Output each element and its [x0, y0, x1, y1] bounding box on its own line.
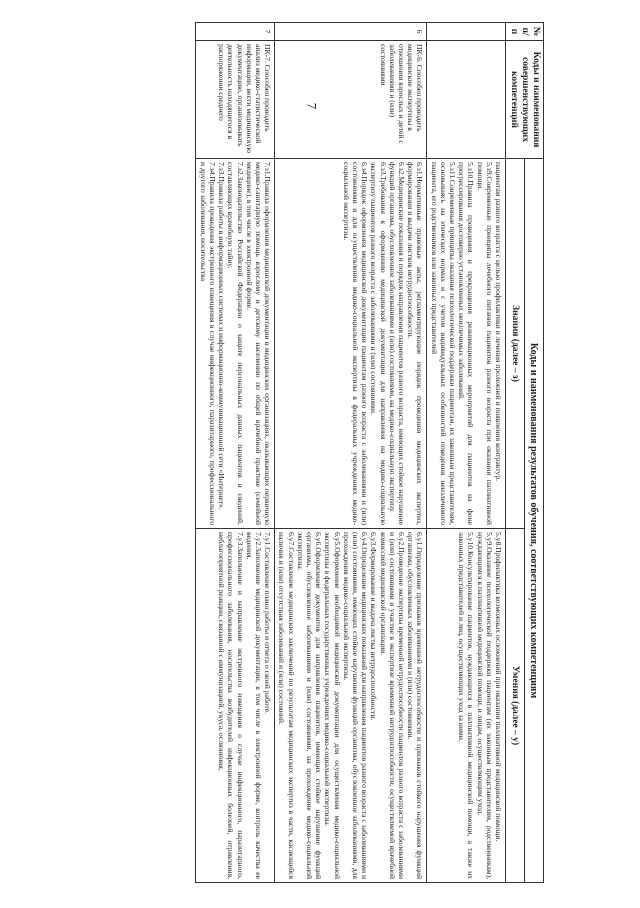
knowledge-cell — [427, 159, 506, 529]
header-knowledge: Знания (далее – з) — [506, 159, 525, 529]
knowledge-item: 5.з9.Современные принципы лечебного питания пациентов разного возраста при оказании паллиативной помощи. — [475, 162, 494, 525]
knowledge-item: 7.з3.Правила работы в информационных системах и информационно-коммуникационной сети «Интернет». — [217, 162, 227, 510]
row-number: 7 — [196, 23, 275, 41]
skills-cell — [427, 529, 506, 883]
skill-item: 6.у3.Формирование и выдача листка нетрудоспособности. — [369, 532, 379, 721]
competency-table-sheet — [88, 22, 544, 882]
skill-item: 6.у2.Проведение экспертизы временной нетрудоспособности пациентов разного возраста с заболеваниями и (или) состояниями и участие в экспертизе временной нетрудоспособности, осуществляемой врачебной комиссией медицинской организации. — [378, 532, 406, 880]
skill-item: 6.у4.Определение медицинских показаний для направления пациентов разного возраста с заболеваниями и (или) состояниями, имеющих стойкое нарушение функций организма, обусловленное заболеваниями, для прохождения медико-социальной экспертизы. — [341, 532, 370, 880]
header-skills: Умения (далее – у) — [506, 529, 525, 883]
skill-item: 6.у7.Составление медицинских заключений по результатам медицинских экспертиз в части, касающейся наличия и (или) отсутствия заболеваний и (или) состояний. — [277, 532, 296, 880]
competence-name — [427, 41, 506, 159]
skill-item: 7.у2.Заполнение медицинской документации, в том числе в электронной форме, контроль качества ее ведения. — [244, 532, 263, 880]
header-no: № п/п — [506, 23, 544, 41]
knowledge-item: 6.з3.Требования к оформлению медицинской документации для направления на медико-социальную экспертизу пациентов разного возраста с заболеваниями и (или) состояниями. — [369, 162, 388, 525]
knowledge-item: 5.з10.Правила проведения и прекращения реанимационных мероприятий для пациентов на фоне прогрессирования достоверно установленных неизлечимых заболеваний. — [457, 162, 476, 525]
skill-item: 7.у1.Составление плана работы и отчета о своей работе. — [263, 532, 273, 715]
competence-name: ПК-7. Способен проводить анализ медико-статистической информации, вести медицинскую документацию, организовывать деятельность находящегося в распоряжении среднего — [196, 41, 275, 159]
skill-item: 6.у6.Оформление документов для направления пациентов, имеющих стойкое нарушение функций организма, обусловленное заболеваниями и (или) состояниями, на прохождение медико-социальной экспертизы. — [295, 532, 324, 880]
skill-item: 5.у9.Оказание психологической поддержки пациентам (их законным представителям, родственникам), нуждающимся в паллиативной медицинской помощи, и лицам, осуществляющим уход. — [475, 532, 494, 880]
skill-item: 6.у1.Определение признаков временной нетрудоспособности и признаков стойкого нарушения функций организма, обусловленных заболеваниями и (или) состояниями. — [406, 532, 425, 880]
skill-item: 5.у10.Консультирование пациентов, нуждающихся в паллиативной медицинской помощи, а также их законных представителей и лиц, осуществляющих уход за ними. — [457, 532, 476, 880]
skill-item: 5.у8.Профилактика возможных осложнений при оказании паллиативной медицинской помощи. — [494, 532, 503, 842]
table-row — [427, 23, 506, 883]
knowledge-item: 6.з2.Медицинские показания и порядок направления пациентов разного возраста, имеющих стойкое нарушение функций организма, обусловленное заболеваниями и (или) состояниями, на медико-социальную экспертизу. — [387, 162, 406, 525]
table-row — [275, 23, 427, 883]
knowledge-item: пациентам разного возраста с целью профилактики и лечения пролежней и появления контрактур. — [494, 162, 503, 482]
table-body — [196, 23, 506, 883]
competency-table — [196, 22, 545, 883]
knowledge-item: 7.з4.Правила проведения экстренного извещения в случае инфекционного, паразитарного, профессионального и другого заболевания, носительства — [198, 162, 217, 525]
knowledge-item: 7.з2.Законодательство Российской Федерации о защите персональных данных пациентов и сведений, составляющих врачебную тайну. — [226, 162, 245, 525]
skills-cell — [275, 529, 427, 883]
knowledge-item: 7.з1.Правила оформления медицинской документации в медицинских организациях, оказывающих первичную медико-санитарную помощь взрослому и детскому населению по общей врачебной практике (семейной медицине), в том числе в электронной форме. — [244, 162, 273, 525]
knowledge-item: 5.з11.Современные принципы оказания психологической поддержки пациентам, их законным представителям, основываясь на этических нормах и с учетом индивидуальных особенностей поведения неизлечимого пациента, его родственников или законных представителей — [429, 162, 457, 525]
header-group-title: Коды и наименования результатов обучения, соответствующих компетенциям — [525, 159, 544, 883]
skill-item: 7.у3.Заполнение и направление экстренного извещения о случае инфекционного, паразитарного, профессионального заболевания, носительства возбудителей инфекционных болезней, отравления, неблагоприятной реакции, связанной с иммунизацией, укуса, ослюнения, — [217, 532, 245, 880]
table-row — [196, 23, 275, 883]
row-number: 6 — [275, 23, 427, 41]
knowledge-item: 6.з4.Порядок оформления медицинской документации пациентам разного возраста с заболеваниями и (или) состояниями и для осуществления медико-социальной экспертизы в федеральных учреждениях медико-социальной экспертизы. — [341, 162, 370, 525]
knowledge-cell — [196, 159, 275, 529]
page-number: 7 — [304, 102, 320, 110]
skills-cell — [196, 529, 275, 883]
header-competence: Коды и наименования совершенствующих компетенций — [506, 41, 544, 159]
competence-name: ПК-6. Способен проводить медицинские экспертизы в отношении взрослых и детей с заболеваниями и (или) состояниями — [275, 41, 427, 159]
knowledge-cell — [275, 159, 427, 529]
skill-item: 6.у5.Оформление необходимой медицинской документации для осуществления медико-социальной экспертизы в федеральных государственных учреждениях медико-социальной экспертизы. — [323, 532, 342, 880]
row-number — [427, 23, 506, 41]
knowledge-item: 6.з1.Нормативные правовые акты, регламентирующие порядок проведения медицинских экспертиз, формирования и выдачи листков нетрудоспособности. — [406, 162, 425, 525]
